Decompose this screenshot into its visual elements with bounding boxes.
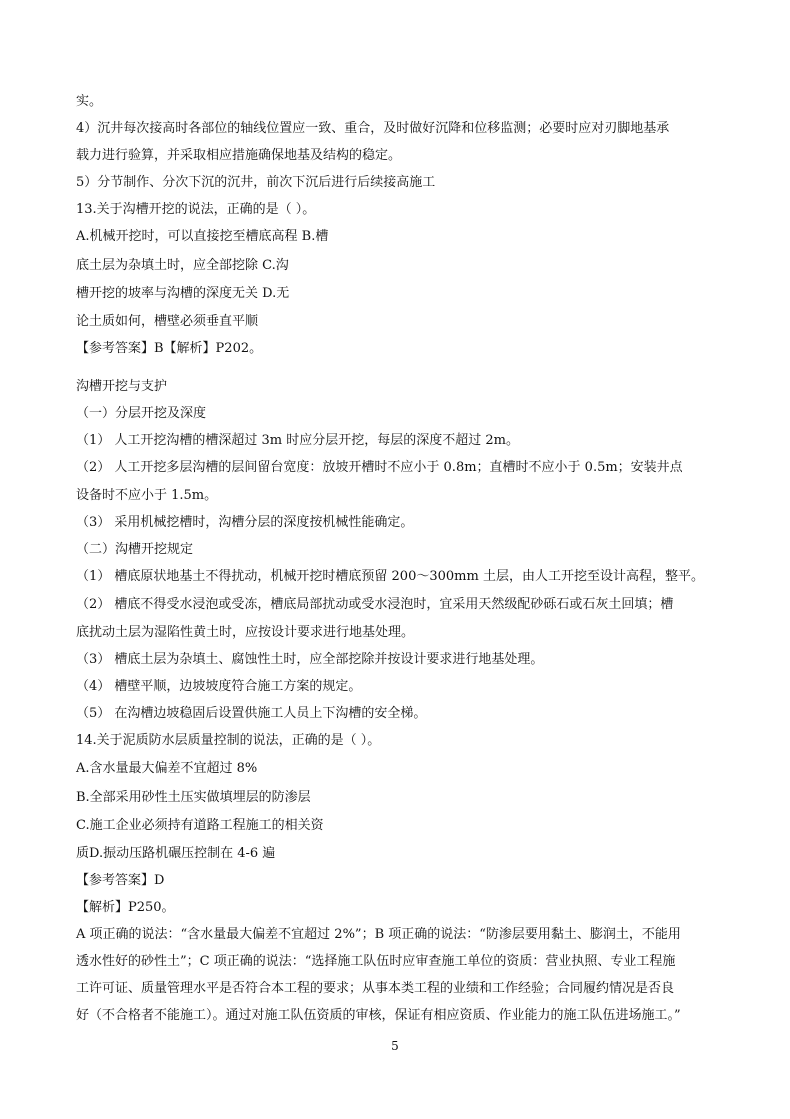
text-line: C.施工企业必须持有道路工程施工的相关资	[76, 818, 324, 833]
text-line: A.含水量最大偏差不宜超过 8%	[76, 761, 258, 776]
subsection-heading: （二）沟槽开挖规定	[76, 542, 194, 557]
text-line: 载力进行验算，并采取相应措施确保地基及结构的稳定。	[76, 148, 402, 163]
answer-14: 【参考答案】D	[76, 873, 165, 888]
text-line: 好（不合格者不能施工）。通过对施工队伍资质的审核，保证有相应资质、作业能力的施工队伍进场施工。”	[76, 1008, 681, 1023]
text-line: 质D.振动压路机碾压控制在 4-6 遍	[76, 846, 276, 861]
page-number: 5	[391, 1039, 399, 1053]
text-line: （3） 槽底土层为杂填土、腐蚀性土时，应全部挖除并按设计要求进行地基处理。	[76, 652, 544, 667]
text-line: 4）沉井每次接高时各部位的轴线位置应一致、重合，及时做好沉降和位移监测；必要时应对刃脚地基承	[76, 121, 670, 136]
text-line: （2） 人工开挖多层沟槽的层间留台宽度：放坡开槽时不应小于 0.8m；直槽时不应小于 0.5m；安装井点	[76, 460, 683, 475]
text-line: 底扰动土层为湿陷性黄土时，应按设计要求进行地基处理。	[76, 625, 415, 640]
text-line: （1） 槽底原状地基土不得扰动，机械开挖时槽底预留 200～300mm 土层，由人工开挖至设计高程，整平。	[76, 569, 704, 584]
text-line: B.全部采用砂性土压实做填埋层的防渗层	[76, 790, 311, 805]
subsection-heading: （一）分层开挖及深度	[76, 406, 207, 421]
answer-13: 【参考答案】B【解析】P202。	[76, 341, 263, 356]
text-line: （3） 采用机械挖槽时，沟槽分层的深度按机械性能确定。	[76, 515, 414, 530]
text-line: 实。	[76, 94, 103, 109]
text-line: 透水性好的砂性土”；C 项正确的说法：“选择施工队伍时应审查施工单位的资质：营业执照、专业工程施	[76, 954, 676, 969]
text-line: 设备时不应小于 1.5m。	[76, 488, 218, 503]
text-line: 论土质如何，槽壁必须垂直平顺	[76, 314, 259, 329]
question-14: 14.关于泥质防水层质量控制的说法，正确的是（ ）。	[76, 733, 381, 748]
text-line: （1） 人工开挖沟槽的槽深超过 3m 时应分层开挖，每层的深度不超过 2m。	[76, 433, 519, 448]
section-heading: 沟槽开挖与支护	[76, 379, 168, 394]
question-13: 13.关于沟槽开挖的说法，正确的是（ ）。	[76, 202, 316, 217]
text-line: A 项正确的说法：“含水量最大偏差不宜超过 2%”；B 项正确的说法：“防渗层要用黏土、膨润土，不能用	[76, 927, 681, 942]
text-line: （5） 在沟槽边坡稳固后设置供施工人员上下沟槽的安全梯。	[76, 706, 427, 721]
text-line: 5）分节制作、分次下沉的沉井，前次下沉后进行后续接高施工	[76, 175, 436, 190]
text-line: 槽开挖的坡率与沟槽的深度无关 D.无	[76, 286, 290, 301]
text-line: （4） 槽壁平顺，边坡坡度符合施工方案的规定。	[76, 679, 362, 694]
text-line: A.机械开挖时，可以直接挖至槽底高程 B.槽	[76, 229, 329, 244]
text-line: 工许可证、质量管理水平是否符合本工程的要求；从事本类工程的业绩和工作经验；合同履约情况是否良	[76, 981, 675, 996]
text-line: （2） 槽底不得受水浸泡或受冻，槽底局部扰动或受水浸泡时，宜采用天然级配砂砾石或石灰土回填；槽	[76, 597, 674, 612]
text-line: 底土层为杂填土时，应全部挖除 C.沟	[76, 258, 289, 273]
analysis-label: 【解析】P250。	[76, 900, 175, 915]
